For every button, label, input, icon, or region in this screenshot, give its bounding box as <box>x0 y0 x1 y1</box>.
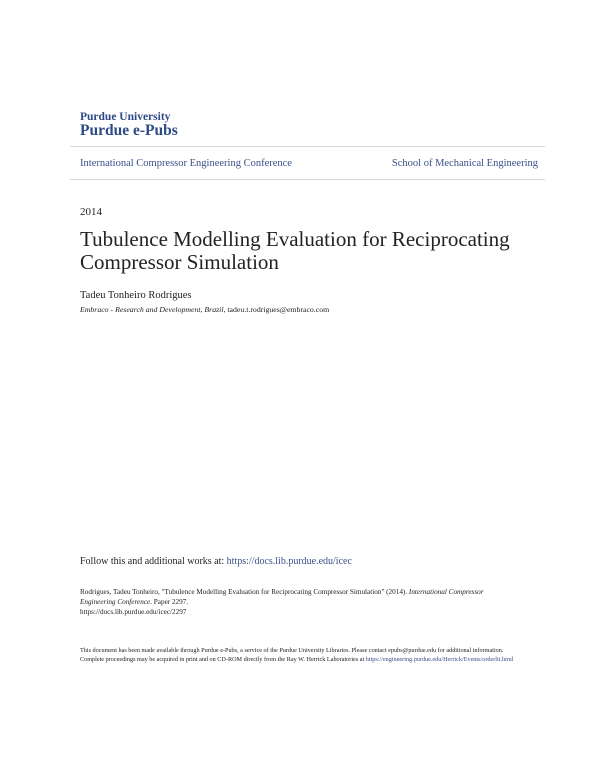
follow-line <box>80 556 352 567</box>
herrick-link[interactable]: https://engineering.purdue.edu/Herrick/Events/orderlit.html <box>365 656 514 664</box>
author-name: Tadeu Tonheiro Rodrigues <box>80 290 192 301</box>
notice-block <box>80 646 520 664</box>
school-link[interactable]: School of Mechanical Engineering <box>391 158 538 169</box>
citation-url: https://docs.lib.purdue.edu/icec/2297 <box>80 608 187 616</box>
university-name: Purdue University <box>80 111 171 123</box>
publication-year: 2014 <box>80 206 102 218</box>
citation-block <box>80 587 520 617</box>
conference-link[interactable]: International Compressor Engineering Conference <box>80 158 292 169</box>
follow-link[interactable]: https://docs.lib.purdue.edu/icec <box>226 556 352 567</box>
paper-title: Tubulence Modelling Evaluation for Reciprocating Compressor Simulation <box>80 227 510 274</box>
citation-text: Rodrigues, Tadeu Tonheiro, "Tubulence Modelling Evaluation for Reciprocating Compressor Simulation" (2014). <box>80 588 409 596</box>
author-email: tadeu.t.rodrigues@embraco.com <box>225 305 330 314</box>
follow-text: Follow this and additional works at: <box>80 556 227 567</box>
repository-name[interactable]: Purdue e-Pubs <box>80 122 178 139</box>
notice-proceedings: Complete proceedings may be acquired in print and on CD-ROM directly from the Ray W. Herrick Laboratories at <box>80 656 366 664</box>
notice-availability: This document has been made available through Purdue e-Pubs, a service of the Purdue University Libraries. Please contact epubs@purdue.edu for additional information. <box>80 647 504 654</box>
header-divider-bottom <box>70 179 545 180</box>
header-divider-top <box>70 146 545 147</box>
citation-journal: International Compressor Engineering Conference <box>80 588 484 606</box>
affiliation-organization: Embraco - Research and Development, Brazil, <box>80 305 226 314</box>
author-affiliation <box>80 305 329 314</box>
citation-paper: . Paper 2297. <box>150 598 189 606</box>
